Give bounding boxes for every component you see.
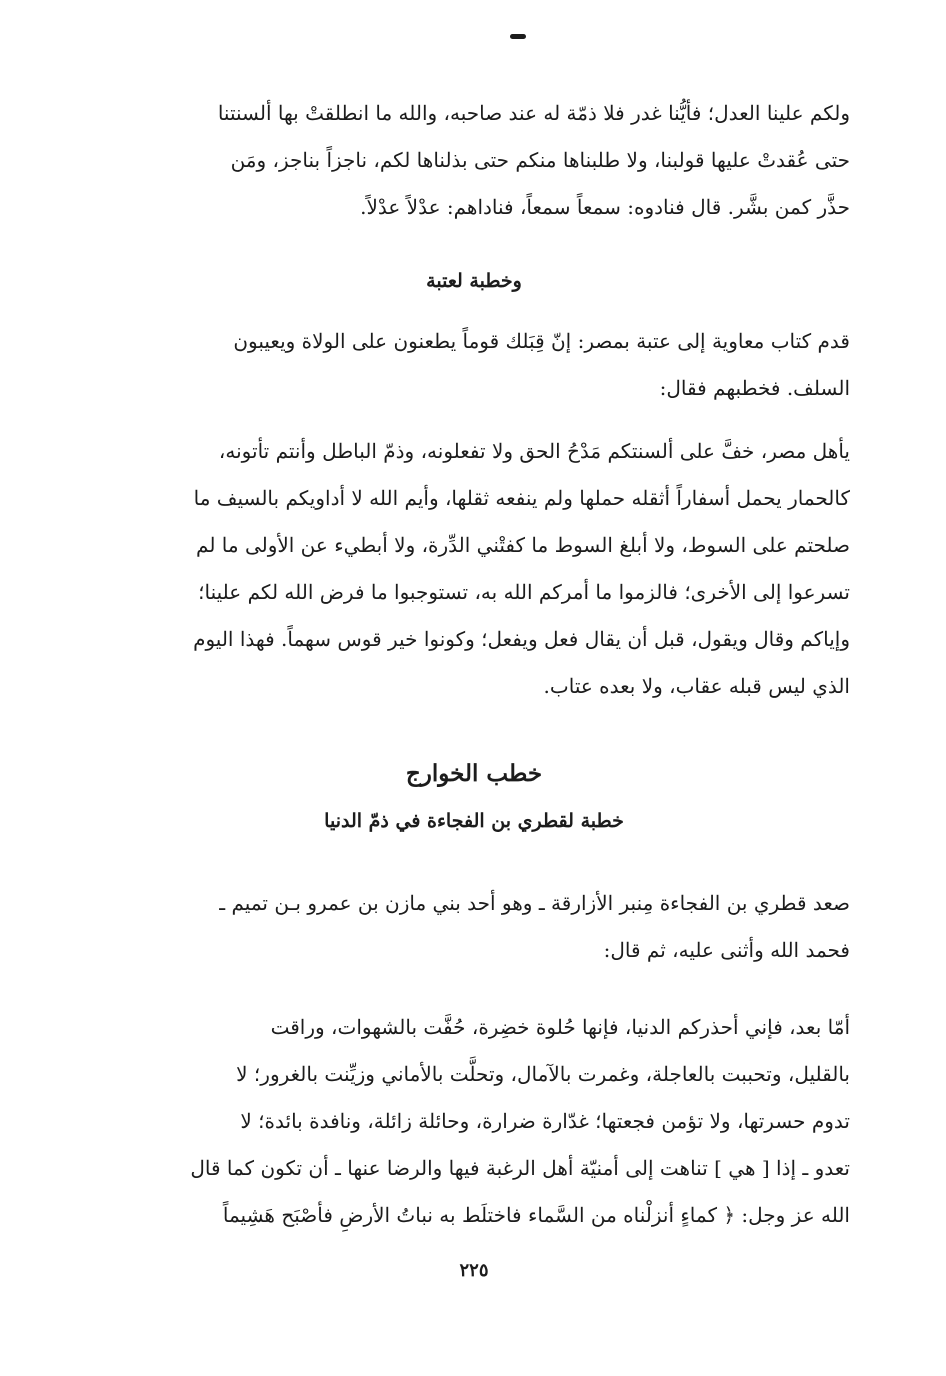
text-line: أمّا بعد، فإني أحذركم الدنيا، فإنها حُلوة خضِرة، حُفَّت بالشهوات، وراقت	[270, 1015, 850, 1039]
text-line: الذي ليس قبله عقاب، ولا بعده عتاب.	[543, 674, 850, 698]
text-line: صلحتم على السوط، ولا أبلغ السوط ما كفتْني الدِّرة، ولا أبطيء عن الأولى ما لم	[196, 533, 850, 557]
page-top-mark	[510, 34, 526, 39]
paragraph-2	[98, 318, 850, 412]
text-line: الله عز وجل: ﴿ كماءٍ أنزلْناه من السَّماء فاختلَط به نباتُ الأرضِ فأصْبَح هَشِيماً	[222, 1203, 850, 1227]
text-line: فحمد الله وأثنى عليه، ثم قال:	[603, 938, 850, 962]
text-line: حتى عُقدتْ عليها قولبنا، ولا طلبناها منكم حتى بذلناها لكم، ناجزاً بناجز، ومَن	[230, 148, 850, 172]
heading-utba-sermon: وخطبة لعتبة	[426, 270, 522, 292]
text-line: صعد قطري بن الفجاءة مِنبر الأزارقة ـ وهو أحد بني مازن بن عمرو بـن تميم ـ	[219, 891, 850, 915]
paragraph-5	[98, 1004, 850, 1239]
page-number: ٢٢٥	[459, 1260, 489, 1281]
text-line: وإياكم وقال ويقول، قبل أن يقال فعل ويفعل؛ وكونوا خير قوس سهماً. فهذا اليوم	[193, 627, 850, 651]
text-line: حذَّر كمن بشَّر. قال فنادوه: سمعاً سمعاً، فناداهم: عدْلاً عدْلاً.	[360, 195, 850, 219]
paragraph-4	[98, 880, 850, 974]
text-line: كالحمار يحمل أسفاراً أثقله حملها ولم ينفعه ثقلها، وأيم الله لا أداويكم بالسيف ما	[193, 486, 850, 510]
text-line: تعدو ـ إذا [ هي ] تناهت إلى أمنيّة أهل الرغبة فيها والرضا عنها ـ أن تكون كما قال	[190, 1156, 850, 1180]
text-line: ولكم علينا العدل؛ فأيُّنا غدر فلا ذمّة له عند صاحبه، والله ما انطلقتْ بها ألسنتنا	[217, 101, 850, 125]
paragraph-3	[98, 428, 850, 710]
text-line: بالقليل، وتحببت بالعاجلة، وغمرت بالآمال، وتحلَّت بالأماني وزيِّنت بالغرور؛ لا	[236, 1062, 850, 1086]
paragraph-1	[98, 90, 850, 231]
text-line: السلف. فخطبهم فقال:	[659, 376, 850, 400]
section-subtitle: خطبة لقطري بن الفجاءة في ذمّ الدنيا	[324, 810, 624, 832]
text-line: قدم كتاب معاوية إلى عتبة بمصر: إنّ قِبَلك قوماً يطعنون على الولاة ويعيبون	[233, 329, 850, 353]
text-line: تدوم حسرتها، ولا تؤمن فجعتها؛ غدّارة ضرارة، وحائلة زائلة، ونافدة بائدة؛ لا	[240, 1109, 850, 1133]
text-line: يأهل مصر، خفَّ على ألسنتكم مَدْحُ الحق ولا تفعلونه، وذمّ الباطل وأنتم تأتونه،	[218, 439, 850, 463]
section-title: خطب الخوارج	[405, 760, 543, 787]
text-line: تسرعوا إلى الأخرى؛ فالزموا ما أمركم الله به، تستوجبوا ما فرض الله لكم علينا؛	[198, 580, 850, 604]
